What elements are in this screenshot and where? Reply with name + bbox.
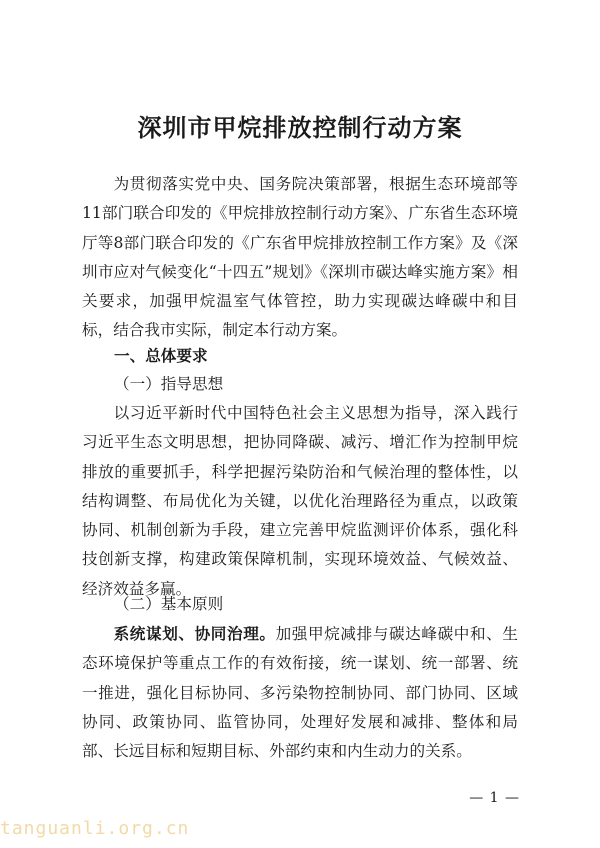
guiding-ideology-text: 以习近平新时代中国特色社会主义思想为指导，深入践行习近平生态文明思想，把协同降碳、减污、增汇作为控制甲烷排放的重要抓手，科学把握污染防治和气候治理的整体性，以结构调整、布局优化为关键，以优化治理路径为重点，以政策协同、机制创新为手段，建立完善甲烷监测评价体系，强化科技创新支撑，构建政策保障机制，实现环境效益、气候效益、经济效益多赢。 [82, 404, 518, 598]
section-heading-general-requirements: 一、总体要求 [114, 346, 208, 365]
guiding-ideology-paragraph [82, 399, 518, 604]
intro-text: 为贯彻落实党中央、国务院决策部署，根据生态环境部等11部门联合印发的《甲烷排放控制行动方案》、广东省生态环境厅等8部门联合印发的《广东省甲烷排放控制工作方案》及《深圳市应对气候变化“十四五”规划》《深圳市碳达峰实施方案》相关要求，加强甲烷温室气体管控，助力实现碳达峰碳中和目标，结合我市实际，制定本行动方案。 [82, 175, 518, 340]
document-title: 深圳市甲烷排放控制行动方案 [137, 113, 463, 142]
intro-paragraph [82, 170, 518, 346]
principle-lead: 系统谋划、协同治理。 [113, 624, 276, 643]
page-number: — 1 — [469, 790, 520, 806]
subsection-heading-guiding-ideology: （一）指导思想 [114, 375, 224, 393]
principle-text: 加强甲烷减排与碳达峰碳中和、生态环境保护等重点工作的有效衔接，统一谋划、统一部署、统一推进，强化目标协同、多污染物控制协同、部门协同、区域协同、政策协同、监管协同，处理好发展和减排、整体和局部、长远目标和短期目标、外部约束和内生动力的关系。 [82, 625, 518, 761]
subsection-heading-basic-principles: （二）基本原则 [114, 595, 224, 613]
principle-paragraph [82, 619, 518, 766]
watermark: tanguanli.org.cn [0, 818, 190, 839]
